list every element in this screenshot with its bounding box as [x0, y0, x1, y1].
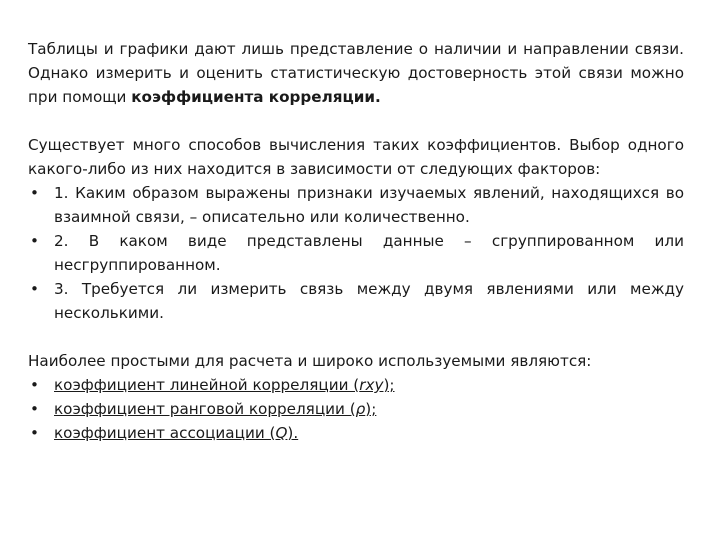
bullet-icon: • — [30, 184, 39, 202]
list-item — [28, 277, 684, 325]
coefficient-link-linear[interactable]: коэффициент линейной корреляции (rxy); — [54, 376, 395, 394]
coefficient-link-rank[interactable]: коэффициент ранговой корреляции (ρ); — [54, 400, 377, 418]
bullet-icon: • — [30, 400, 39, 418]
coefficient-symbol: Q — [275, 424, 288, 442]
slide-content — [28, 37, 684, 445]
bullet-icon: • — [30, 424, 39, 442]
factor-text: 2. В каком виде представлены данные – сгруппированном или несгруппированном. — [54, 232, 684, 274]
bullet-icon: • — [30, 232, 39, 250]
factors-list — [28, 181, 684, 325]
coefficient-symbol: ρ — [355, 400, 366, 418]
intro-paragraph — [28, 37, 684, 109]
bullet-icon: • — [30, 280, 39, 298]
list-item — [28, 373, 684, 397]
list-item — [28, 421, 684, 445]
bullet-icon: • — [30, 376, 39, 394]
coefficients-list — [28, 373, 684, 445]
factor-text: 1. Каким образом выражены признаки изучаемых явлений, находящихся во взаимной связи, – описательно или количественно. — [54, 184, 684, 226]
correlation-term: коэффициента корреляции. — [131, 88, 381, 106]
coefficients-intro: Наиболее простыми для расчета и широко используемыми являются: — [28, 352, 592, 370]
methods-paragraph: Существует много способов вычисления таких коэффициентов. Выбор одного какого-либо из них находится в зависимости от следующих факторов: — [28, 136, 684, 178]
coefficient-symbol: rxy — [359, 376, 384, 394]
factor-text: 3. Требуется ли измерить связь между двумя явлениями или между несколькими. — [54, 280, 684, 322]
list-item — [28, 181, 684, 229]
list-item — [28, 229, 684, 277]
list-item — [28, 397, 684, 421]
coefficient-link-association[interactable]: коэффициент ассоциации (Q). — [54, 424, 299, 442]
spacer — [28, 325, 684, 349]
spacer — [28, 109, 684, 133]
intro-text: Таблицы и графики дают лишь представление о наличии и направлении связи. Однако измерить и оценить статистическую достоверность этой связи можно при помощи — [28, 40, 684, 106]
